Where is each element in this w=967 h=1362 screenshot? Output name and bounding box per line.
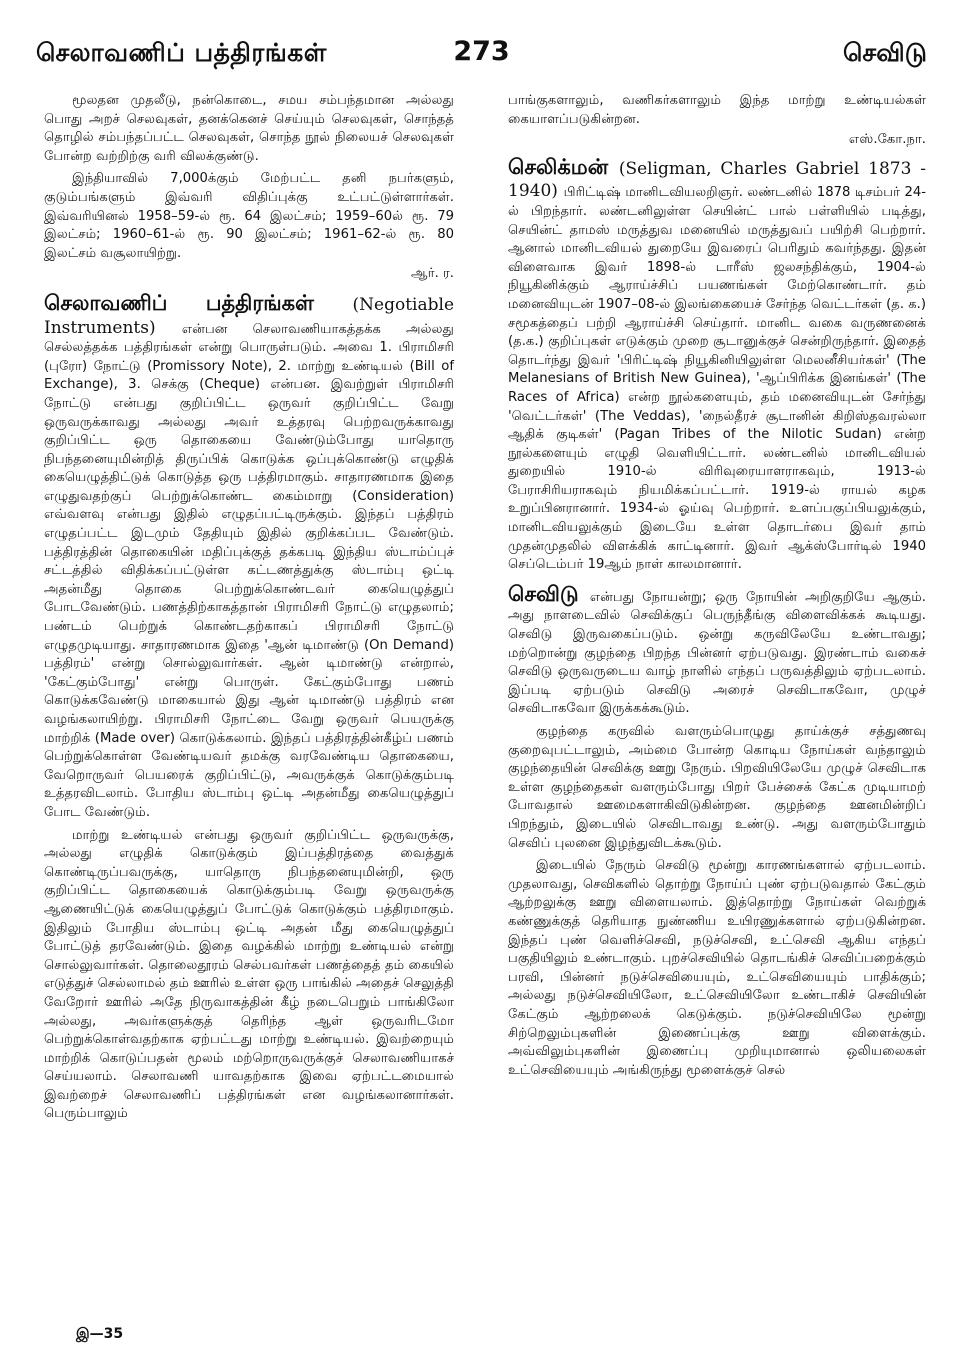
paragraph: குழந்தை கருவில் வளரும்பொழுது தாய்க்குச் சத்துணவு குறைவுபட்டாலும், அம்மை போன்ற கொடிய நோய்கள் வந்தாலும் குழந்தையின் செவிக்கு ஊறு நேரும். பிறவியிலேயே முழுச் செவிடாக உள்ள குழந்தைகள் வளரும்போது பிறர் பேச்சைக் கேட்க முடியாமற் போவதால் ஊமைகளாகிவிடுகின்றன. குழந்தை ஊனமின்றிப் பிறந்தும், இடையில் செவிடாவது உண்டு. அது வளரும்போதும் செவிப் புலனை இழந்துவிடக்கூடும். bbox=[508, 724, 926, 851]
entry-title: செவிடு bbox=[508, 581, 590, 606]
entry-title-english: (Negotiable Instruments) bbox=[44, 294, 454, 338]
entry-deafness bbox=[508, 581, 926, 719]
left-column bbox=[44, 92, 454, 1128]
entry-negotiable-instruments bbox=[44, 290, 454, 823]
author-initials: எஸ்.கோ.நா. bbox=[848, 132, 926, 148]
signature-mark: இ—35 bbox=[76, 1326, 124, 1342]
running-head-left: செலாவணிப் பத்திரங்கள் bbox=[36, 38, 327, 67]
author-initials: ஆர். ர. bbox=[411, 266, 454, 282]
page-number: 273 bbox=[453, 36, 510, 67]
right-column bbox=[508, 92, 926, 1084]
running-head-right: செவிடு bbox=[842, 38, 927, 67]
entry-body: என்பது நோயன்று; ஒரு நோயின் அறிகுறியே ஆகும். அது நாளடைவில் செவிக்குப் பெருந்தீங்கு விளைவிக்கக் கூடியது. செவிடு இருவகைப்படும். ஒன்று கருவிலேயே உண்டாவது; மற்றொன்று குழந்தை பிறந்த பின்னர் ஏற்படுவது. இரண்டாம் வகைச் செவிடு ஒருவருடைய வாழ் நாளில் எந்தப் பருவத்திலும் ஏற்படலாம். இப்படி ஏற்படும் செவிடு அரைச் செவிடாகவோ, முழுச் செவிடாகவோ இருக்கக்கூடும். bbox=[508, 589, 927, 717]
paragraph: இந்தியாவில் 7,000க்கும் மேற்பட்ட தனி நபர்களும், குடும்பங்களும் இவ்வரி விதிப்புக்கு உட்பட்டுள்ளார்கள். இவ்வரியினல் 1958–59-ல் ரூ. 64 இலட்சம்; 1959–60ல் ரூ. 79 இலட்சம்; 1960–61-ல் ரூ. 90 இலட்சம்; 1961–62-ல் ரூ. 80 இலட்சம் வசூலாயிற்று. bbox=[44, 171, 454, 261]
paragraph: மூலதன முதலீடு, நன்கொடை, சமய சம்பந்தமான அல்லது பொது அறச் செலவுகள், தனக்கெனச் செய்யும் செலவுகள், சொந்தத் தொழில் சம்பந்தப்பட்ட செலவுகள், சொந்த நூல் நிலையச் செலவுகள் போன்ற வற்றிற்கு வரி விலக்குண்டு. bbox=[44, 93, 454, 164]
entry-title: செலிக்மன் bbox=[508, 154, 619, 179]
entry-title-english: (Seligman, Charles Gabriel 1873 - 1940) bbox=[508, 158, 926, 202]
paragraph: பாங்குகளாலும், வணிகர்களாலும் இந்த மாற்று உண்டியல்கள் கையாளப்படுகின்றன. bbox=[508, 93, 926, 127]
page-header bbox=[36, 38, 927, 78]
entry-title: செலாவணிப் பத்திரங்கள் bbox=[44, 290, 353, 315]
entry-body: என்பன செலாவணியாகத்தக்க அல்லது செல்லத்தக்க பத்திரங்கள் என்று பொருள்படும். அவை 1. பிராமிசரி (புரோ) நோட்டு (Promissory Note), 2. மாற்று உண்டியல் (Bill of Exchange), 3. செக்கு (Cheque) என்பன. இவற்றுள் பிராமிசரி நோட்டு என்பது குறிப்பிட்ட ஒருவர் குறிப்பிட்ட வேறு ஒருவருக்காவது அல்லது அவர் உத்தரவு பெற்றவருக்காவது குறிப்பிட்ட ஒரு தொகையை வேண்டும்போது யாதொரு நிபந்தனையுமின்றித் திருப்பிக் கொடுக்க ஒப்புக்கொண்டு எழுதிக் கையெழுத்திட்டுக் கொடுத்த ஒரு பத்திரமாகும். சாதாரணமாக இதை எழுதுவதற்குப் பெற்றுக்கொண்ட கைம்மாறு (Consideration) எவ்வளவு என்பது இதில் எழுதப்பட்டிருக்கும். இந்தப் பத்திரம் எழுதப்பட்ட இடமும் தேதியும் இதில் குறிக்கப்பட வேண்டும். பத்திரத்தின் தொகையின் மதிப்புக்குத் தக்கபடி இந்திய ஸ்டாம்ப்புச் சட்டத்தில் விதிக்கப்பட்டுள்ள கட்டணத்துக்கு ஸ்டாம்பு ஒட்டி அதன்மீது தொகை பெற்றுக்கொண்டவர் கையெழுத்துப் போடவேண்டும். பணத்திற்காகத்தான் பிராமிசரி நோட்டு எழுதலாம்; பண்டம் பெற்றுக் கொண்டதற்காகப் பிராமிசரி நோட்டு எழுதமுடியாது. சாதாரணமாக இதை 'ஆன் டிமாண்டு (On Demand) பத்திரம்' என்று சொல்லுவார்கள். ஆன் டிமாண்டு என்றால், 'கேட்கும்போது' என்று பொருள். கேட்கும்போது பணம் கொடுக்கவேண்டு மாகையால் இது ஆன் டிமாண்டு பத்திரம் என வழங்கலாயிற்று. பிராமிசரி நோட்டை வேறு ஒருவர் பெயருக்கு மாற்றிக் (Made over) கொடுக்கலாம். இந்தப் பத்திரத்தின்கீழ்ப் பணம் பெற்றுக்கொள்ள வேண்டியவர் தமக்கு வரவேண்டிய தொகையை, வேறொருவர் பெயரைக் குறிப்பிட்டு, அவருக்குக் கொடுக்கும்படி உத்தரவிடலாம். போதிய ஸ்டாம்பு ஒட்டி அதன்மீது கையெழுத்துப் போட வேண்டும். bbox=[44, 321, 454, 820]
paragraph: மாற்று உண்டியல் என்பது ஒருவர் குறிப்பிட்ட ஒருவருக்கு, அல்லது எழுதிக் கொடுக்கும் இப்பத்திரத்தை வைத்துக் கொண்டிருப்பவருக்கு, யாதொரு நிபந்தனையுமின்றி, ஒரு குறிப்பிட்ட தொகையைக் கொடுக்கும்படி வேறு ஒருவருக்கு ஆணையிட்டுக் கையெழுத்துப் போட்டுக் கொடுக்கும் பத்திரமாகும். இதிலும் போதிய ஸ்டாம்பு ஒட்டி அதன் மீது கையெழுத்துப் போட்டுத் தரவேண்டும். இதை வழக்கில் மாற்று உண்டியல் என்று சொல்லுவார்கள். தொலைதூரம் செல்பவர்கள் பணத்தைத் தம் கையில் எடுத்துச் செல்லாமல் தம் ஊரில் உள்ள ஒரு பாங்கில் அதைச் செலுத்தி வேறோர் ஊரில் அதே நிருவாகத்தின் கீழ் நடைபெறும் பாங்கிலோ அல்லது, அவர்களுக்குத் தெரிந்த ஆள் ஒருவரிடமோ பெற்றுக்கொள்வதற்காக ஏற்பட்டது மாற்று உண்டியல். இவற்றையும் மாற்றிக் கொடுப்பதன் மூலம் மற்றொருவருக்குச் செலாவணியாகச் செய்யலாம். செலாவணி யாவதற்காக இவை ஏற்பட்டமையால் இவற்றைச் செலாவணிப் பத்திரங்கள் என வழங்கலானார்கள். பெரும்பாலும் bbox=[44, 827, 454, 1122]
entry-body: பிரிட்டிஷ் மானிடவியலறிஞர். லண்டனில் 1878 டிசம்பர் 24-ல் பிறந்தார். லண்டனிலுள்ள செயின்ட் பால் பள்ளியில் படித்து, செயின்ட் தாமஸ் மருத்துவ மனையில் மருத்துவப் பயிற்சி பெற்றார். ஆனால் மானிடவியல் துறையே இவரைப் பெரிதும் கவர்ந்தது. இதன் விளைவாக இவர் 1898-ல் டாரீஸ் ஜலசந்திக்கும், 1904-ல் நியூகினிக்கும் ஆராய்ச்சிப் பயணங்கள் மேற்கொண்டார். தம் மனைவியுடன் 1907–08-ல் இலங்கையைச் சேர்ந்த வெட்டர்கள் (த. க.) சமூகத்தைப் பற்றி ஆராய்ச்சி செய்தார். மானிட வகை வருணனைக் (த.க.) குறிப்புகள் எடுக்கும் முறை சூடானுக்குச் சென்றிருந்தார். இதைத் தொடர்ந்து இவர் 'பிரிட்டிஷ் நியூகினியிலுள்ள மெலனீசியர்கள்' (The Melanesians of British New Guinea), 'ஆப்பிரிக்க இனங்கள்' (The Races of Africa) என்ற நூல்களையும், தம் மனைவியுடன் சேர்ந்து 'வெட்டர்கள்' (The Veddas), 'நைல்தீரச் சூடானின் கிறிஸ்தவரல்லா ஆதிக் குடிகள்' (Pagan Tribes of the Nilotic Sudan) என்ற நூல்களையும் எழுதி வெளியிட்டார். லண்டனில் மானிடவியல் துறையில் 1910-ல் விரிவுரையாளராகவும், 1913-ல் பேராசிரியராகவும் நியமிக்கப்பட்டார். 1919-ல் ராயல் கழக உறுப்பினரானார். 1934-ல் ஓய்வு பெற்றார். உளப்பகுப்பியலுக்கும், மானிடவியலுக்கும் இடையே உள்ள தொடர்பை இவர் தாம் முதன்முதலில் விளக்கிக் காட்டினார். இவர் ஆக்ஸ்போர்டில் 1940 செப்டெம்பர் 19ஆம் நாள் காலமானார். bbox=[508, 185, 927, 573]
entry-seligman bbox=[508, 154, 926, 575]
paragraph: இடையில் நேரும் செவிடு மூன்று காரணங்களால் ஏற்படலாம். முதலாவது, செவிகளில் தொற்று நோய்ப் புண் ஏற்படுவதால் கேட்கும் ஆற்றலுக்கு ஊறு விளையலாம். இத்தொற்று நோய்கள் வெற்றுக் கண்ணுக்குத் தெரியாத நுண்ணிய உயிரணுக்களால் ஏற்படுகின்றன. இந்தப் புண் வெளிச்செவி, நடுச்செவி, உட்செவி ஆகிய எந்தப் பகுதியிலும் உண்டாகும். புறச்செவியில் தொடங்கிச் செவிப்பறைக்கும் பரவி, பின்னர் நடுச்செவியையும், உட்செவியையும் பாதிக்கும்; அல்லது நடுச்செவியிலோ, உட்செவியிலோ உண்டாகிச் செவியின் கேட்கும் ஆற்றலைக் கெடுக்கும். நடுச்செவியிலே மூன்று சிற்றெலும்புகளின் இணைப்புக்கு ஊறு விளைக்கும். அவ்விலும்புகளின் இணைப்பு முறியுமானால் ஒலியலைகள் உட்செவியையும் அங்கிருந்து மூளைக்குச் செல் bbox=[508, 858, 926, 1078]
